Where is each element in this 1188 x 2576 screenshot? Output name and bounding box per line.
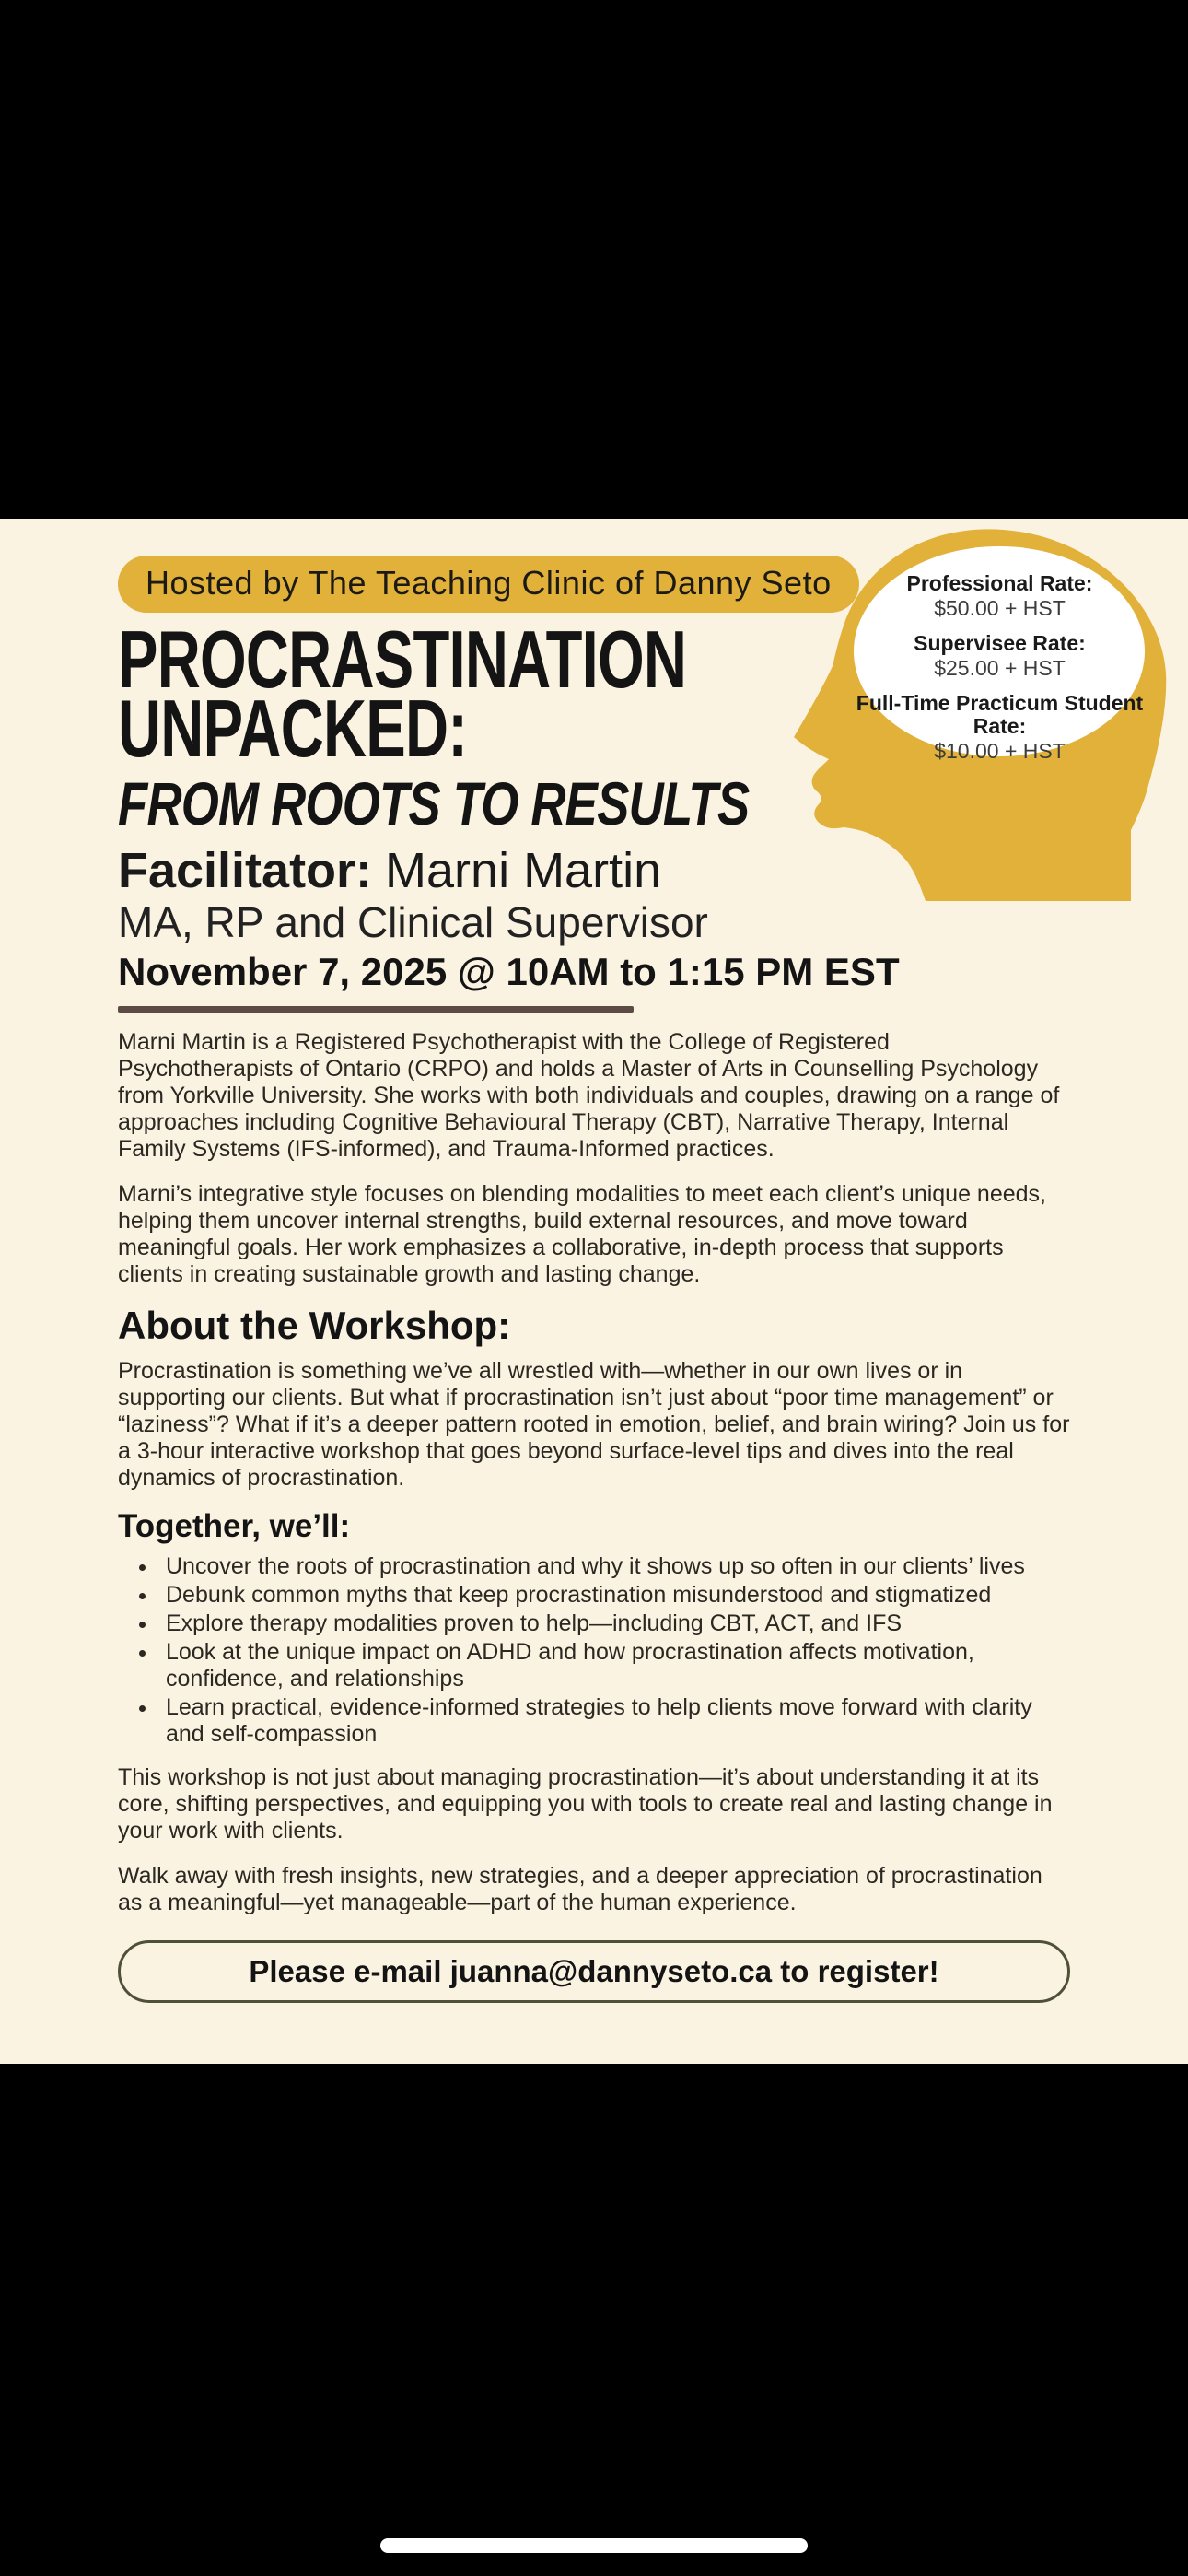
rate-label: Professional Rate: — [906, 571, 1093, 595]
facilitator-label: Facilitator: — [118, 842, 373, 898]
title-line-1: PROCRASTINATION — [118, 614, 687, 705]
list-item: • Debunk common myths that keep procrastination misunderstood and stigmatized — [158, 1582, 1070, 1609]
rate-price: $50.00 + HST — [934, 596, 1066, 620]
rate-label: Supervisee Rate: — [914, 631, 1086, 655]
register-button[interactable]: Please e-mail juanna@dannyseto.ca to register! — [118, 1940, 1070, 2003]
rate-price: $10.00 + HST — [934, 739, 1066, 763]
bio-paragraph-2: Marni’s integrative style focuses on blending modalities to meet each client’s unique needs, helping them uncover internal strengths, build external resources, and move toward meaningful goals. Her work emphasizes a collaborative, in-depth process that supports clients in creating sustainable growth and lasting change. — [118, 1180, 1046, 1287]
rate-label: Full-Time Practicum Student Rate: — [856, 691, 1144, 738]
together-heading: Together, we’ll: — [118, 1507, 351, 1544]
facilitator-name: Marni Martin — [385, 842, 662, 898]
bio-paragraph-1: Marni Martin is a Registered Psychotherapist with the College of Registered Psychotherapists of Ontario (CRPO) and holds a Master of Arts in Counselling Psychology from Yorkville University. She works with both individuals and couples, drawing on a range of approaches including Cognitive Behavioural Therapy (CBT), Narrative Therapy, Internal Family Systems (IFS-informed), and Trauma-Informed practices. — [118, 1028, 1060, 1162]
closing-paragraph-2: Walk away with fresh insights, new strategies, and a deeper appreciation of procrastination as a meaningful—yet manageable—part of the human experience. — [118, 1862, 1042, 1915]
hosted-by-badge: Hosted by The Teaching Clinic of Danny Seto — [118, 556, 859, 613]
list-item: • Look at the unique impact on ADHD and how procrastination affects motivation, confidence, and relationships — [158, 1639, 1070, 1692]
about-workshop-heading: About the Workshop: — [118, 1303, 511, 1347]
title-line-2: UNPACKED: — [118, 682, 468, 774]
closing-paragraph-1: This workshop is not just about managing procrastination—it’s about understanding it at its core, shifting perspectives, and equipping you with tools to create real and lasting change in your work with clients. — [118, 1763, 1053, 1844]
home-indicator[interactable] — [380, 2538, 808, 2553]
facilitator-credentials: MA, RP and Clinical Supervisor — [118, 898, 708, 947]
page-title — [118, 614, 1070, 774]
about-workshop-paragraph: Procrastination is something we’ve all wrestled with—whether in our own lives or in supporting our clients. But what if procrastination isn’t just about “poor time management” or “laziness”? What if it’s a deeper pattern rooted in emotion, belief, and brain wiring? Join us for a 3-hour interactive workshop that goes beyond surface-level tips and dives into the real dynamics of procrastination. — [118, 1357, 1070, 1491]
divider — [118, 1006, 634, 1013]
list-item: • Uncover the roots of procrastination and why it shows up so often in our clients’ lives — [158, 1553, 1070, 1580]
title-subtitle: FROM ROOTS TO RESULTS — [118, 768, 750, 837]
list-item: • Learn practical, evidence-informed strategies to help clients move forward with clarity and self-compassion — [158, 1694, 1070, 1748]
rate-price: $25.00 + HST — [934, 656, 1066, 680]
facilitator-line — [118, 842, 1070, 898]
flyer-content — [0, 519, 1188, 2064]
list-item: • Explore therapy modalities proven to help—including CBT, ACT, and IFS — [158, 1610, 1070, 1637]
workshop-flyer — [0, 519, 1188, 2064]
event-datetime: November 7, 2025 @ 10AM to 1:15 PM EST — [118, 949, 900, 993]
workshop-points-list — [118, 1553, 1070, 1748]
